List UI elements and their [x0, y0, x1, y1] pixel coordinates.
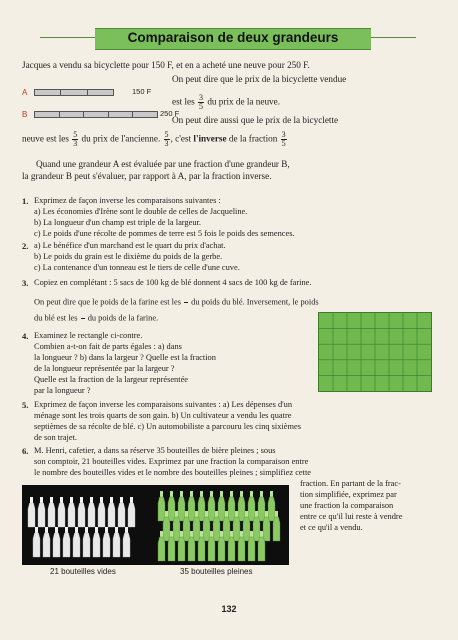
- intro-line-3: est les $\frac{3}{5}$ du prix de la neuve.: [172, 93, 281, 111]
- segment-a-bar: [34, 89, 114, 96]
- fraction-blank-2: [81, 310, 85, 327]
- segment-b-bar: [34, 111, 158, 118]
- intro-line-5: neuve est les $\frac{5}{3}$ du prix de l'ancienne. $\frac{5}{3}$ , c'est l'inverse de la fraction $\frac{3}{5}$: [22, 130, 286, 148]
- exercise-4-line-6: par la longueur ?: [34, 386, 91, 395]
- rule-line-2: la grandeur B peut s'évaluer, par rapport à A, par la fraction inverse.: [22, 171, 272, 181]
- exercise-6-line-1: M. Henri, cafetier, a dans sa réserve 35 bouteilles de bière pleines ; sous: [34, 446, 276, 455]
- exercise-3-line-2: On peut dire que le poids de la farine est les du poids du blé. Inversement, le poids: [34, 294, 446, 311]
- exercise-1-prompt: Exprimez de façon inverse les comparaisons suivantes :: [34, 196, 221, 205]
- fraction-5-3: $\frac{5}{3}$: [73, 130, 78, 148]
- intro-line-4: On peut dire aussi que le prix de la bicyclette: [172, 115, 339, 125]
- exercise-1-number: 1.: [22, 196, 29, 206]
- exercise-4-line-5: Quelle est la fraction de la largeur représentée: [34, 375, 189, 384]
- exercise-3-number: 3.: [22, 278, 29, 288]
- exercise-2-a: a) Le bénéfice d'un marchand est le quart du prix d'achat.: [34, 241, 226, 250]
- bottles-photo: [22, 485, 289, 565]
- exercise-6-line-2: son comptoir, 21 bouteilles vides. Exprimez par une fraction la comparaison entre: [34, 457, 309, 466]
- exercise-2-b: b) Le poids du grain est le dixième du poids de la gerbe.: [34, 252, 223, 261]
- fraction-3-5-second: $\frac{3}{5}$: [281, 130, 286, 148]
- title-banner: [95, 28, 371, 50]
- exercise-5-line-2: ménage sont les trois quarts de son gain. b) Un cultivateur a vendu les quatre: [34, 411, 292, 420]
- exercise-6-number: 6.: [22, 446, 29, 456]
- exercise-3-line-1: Copiez en complétant : 5 sacs de 100 kg de blé donnent 4 sacs de 100 kg de farine.: [34, 278, 312, 287]
- full-bottles-group: [158, 491, 280, 561]
- exercise-4-number: 4.: [22, 331, 29, 341]
- green-rectangle-figure: [318, 312, 432, 392]
- exercise-6-line-4: fraction. En partant de la frac-: [300, 479, 401, 488]
- page-title: Comparaison de deux grandeurs: [127, 30, 339, 45]
- exercise-5-line-3: septièmes de sa récolte de blé. c) Un automobiliste a parcouru les cinq sixièmes: [34, 422, 301, 431]
- intro-line-2: On peut dire que le prix de la bicyclette vendue: [172, 74, 347, 84]
- exercise-6-line-3: le nombre des bouteilles vides et le nombre des bouteilles pleines ; simplifiez cette: [34, 468, 311, 477]
- exercise-4-line-2: Combien a-t-on fait de parts égales : a) dans: [34, 342, 182, 351]
- exercise-4-line-1: Examinez le rectangle ci-contre.: [34, 331, 143, 340]
- exercise-6-line-6: une fraction la comparaison: [300, 501, 394, 510]
- title-rule-left: [40, 37, 95, 38]
- title-rule-right: [371, 37, 416, 38]
- page-number: 132: [221, 604, 237, 614]
- exercise-5-number: 5.: [22, 400, 29, 410]
- fraction-3-5: $\frac{3}{5}$: [199, 93, 204, 111]
- rule-line-1: Quand une grandeur A est évaluée par une fraction d'une grandeur B,: [36, 159, 290, 169]
- exercise-1-a: a) Les économies d'Irène sont le double de celles de Jacqueline.: [34, 207, 248, 216]
- exercise-2-number: 2.: [22, 241, 29, 251]
- exercise-5-line-1: Exprimez de façon inverse les comparaisons suivantes : a) Les dépenses d'un: [34, 400, 293, 409]
- segment-a-value: 150 F: [132, 87, 152, 96]
- exercise-6-line-5: tion simplifiée, exprimez par: [300, 490, 397, 499]
- segment-b-value: 250 F: [160, 109, 180, 118]
- empty-bottles-group: [28, 497, 135, 557]
- exercise-1-c: c) Le poids d'une récolte de pommes de terre est 5 fois le poids des semences.: [34, 229, 295, 238]
- exercise-4-line-4: de la longueur représentée par la largeur ?: [34, 364, 175, 373]
- fraction-blank-1: [184, 294, 188, 311]
- exercise-6-line-8: et ce qu'il a vendu.: [300, 523, 363, 532]
- segment-b-label: B: [22, 110, 28, 119]
- intro-line-1: Jacques a vendu sa bicyclette pour 150 F, et en a acheté une neuve pour 250 F.: [22, 60, 310, 70]
- exercise-6-line-7: entre ce qu'il lui reste à vendre: [300, 512, 403, 521]
- exercise-2-c: c) La contenance d'un tonneau est le tiers de celle d'une cuve.: [34, 263, 240, 272]
- exercise-4-line-3: la longueur ? b) dans la largeur ? Quelle est la fraction: [34, 353, 216, 362]
- caption-full-bottles: 35 bouteilles pleines: [180, 567, 253, 576]
- exercise-1-b: b) La longueur d'un champ est triple de la largeur.: [34, 218, 201, 227]
- fraction-5-3-second: $\frac{5}{3}$: [164, 130, 169, 148]
- exercise-3-line-3: du blé est les du poids de la farine.: [34, 310, 314, 327]
- segment-a-label: A: [22, 88, 28, 97]
- exercise-5-line-4: de son trajet.: [34, 433, 78, 442]
- caption-empty-bottles: 21 bouteilles vides: [50, 567, 116, 576]
